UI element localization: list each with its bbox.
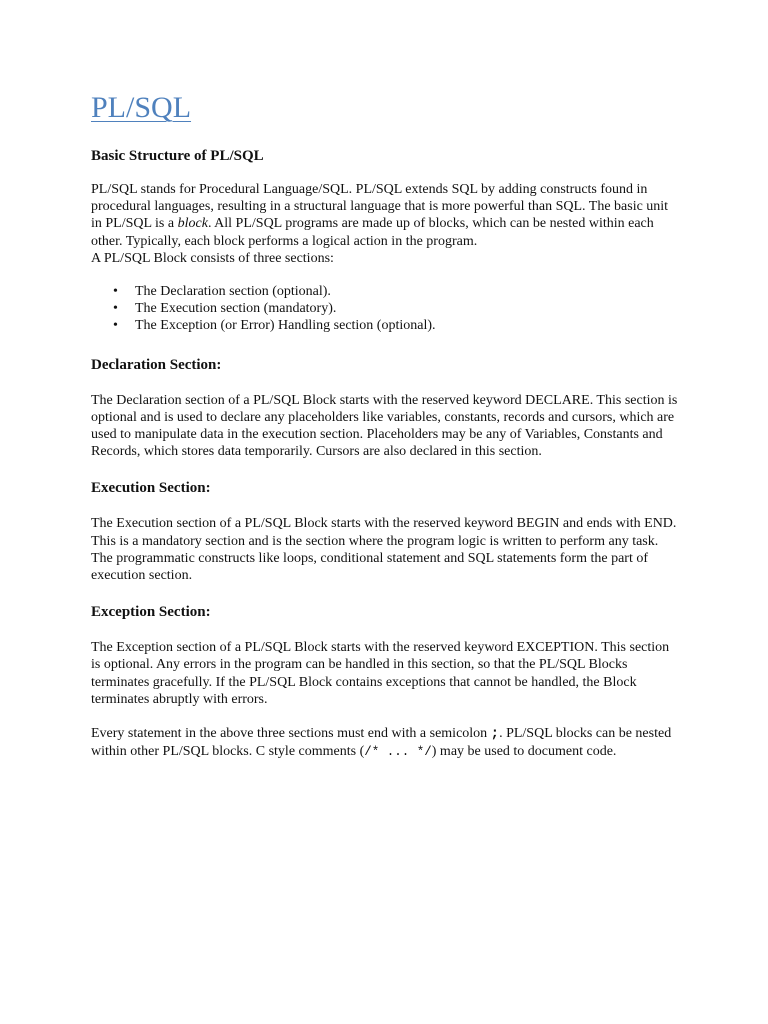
execution-paragraph: The Execution section of a PL/SQL Block starts with the reserved keyword BEGIN and ends with END. This is a mandatory section and is the section where the program logic is written to perform any task. The programmatic constructs like loops, conditional statement and SQL statements form the part of execution section.: [91, 516, 677, 584]
semicolon-code: ;: [490, 726, 500, 743]
document-page: [91, 88, 681, 761]
intro-line-2: A PL/SQL Block consists of three sections:: [91, 250, 334, 266]
exception-heading: Exception Section:: [91, 604, 211, 621]
closing-text-3: ) may be used to document code.: [431, 744, 617, 760]
intro-text-2: . All PL/SQL programs are made up of blocks, which can be nested within each other. Typically, each block performs a logical action in the program.: [91, 216, 654, 249]
list-item-text: The Exception (or Error) Handling section (optional).: [135, 318, 436, 334]
intro-emphasis: block: [177, 216, 208, 232]
page-title: PL/SQL: [91, 91, 192, 124]
bullet-icon: •: [113, 284, 118, 300]
list-item: [91, 300, 681, 317]
intro-text-1: PL/SQL stands for Procedural Language/SQL. PL/SQL extends SQL by adding constructs found in procedural languages, resulting in a structural language that is more powerful than SQL. The basic unit in PL/SQL is a: [91, 182, 669, 232]
bullet-icon: •: [113, 318, 118, 334]
exception-paragraph: The Exception section of a PL/SQL Block starts with the reserved keyword EXCEPTION. This section is optional. Any errors in the program can be handled in this section, so that the PL/SQL Blocks terminates gracefully. If the PL/SQL Block contains exceptions that cannot be handled, the Block terminates abruptly with errors.: [91, 640, 670, 707]
list-item: [91, 283, 681, 300]
sections-list: [91, 283, 681, 335]
list-item-text: The Execution section (mandatory).: [135, 301, 337, 317]
closing-text-1: Every statement in the above three sections must end with a semicolon: [91, 726, 491, 742]
closing-text-2: . PL/SQL blocks can be nested within other PL/SQL blocks. C style comments (: [91, 726, 672, 760]
intro-paragraph: [91, 181, 681, 267]
list-item: [91, 317, 681, 334]
closing-paragraph: [91, 725, 681, 761]
comment-code: /* ... */: [364, 745, 432, 760]
declaration-paragraph: The Declaration section of a PL/SQL Block starts with the reserved keyword DECLARE. This section is optional and is used to declare any placeholders like variables, constants, records and cursors, which are used to manipulate data in the execution section. Placeholders may be any of Variables, Constants and Records, which stores data temporarily. Cursors are also declared in this section.: [91, 392, 678, 460]
declaration-heading: Declaration Section:: [91, 356, 222, 373]
bullet-icon: •: [113, 301, 118, 317]
execution-heading: Execution Section:: [91, 480, 211, 497]
subtitle: Basic Structure of PL/SQL: [91, 148, 264, 164]
list-item-text: The Declaration section (optional).: [135, 284, 331, 300]
